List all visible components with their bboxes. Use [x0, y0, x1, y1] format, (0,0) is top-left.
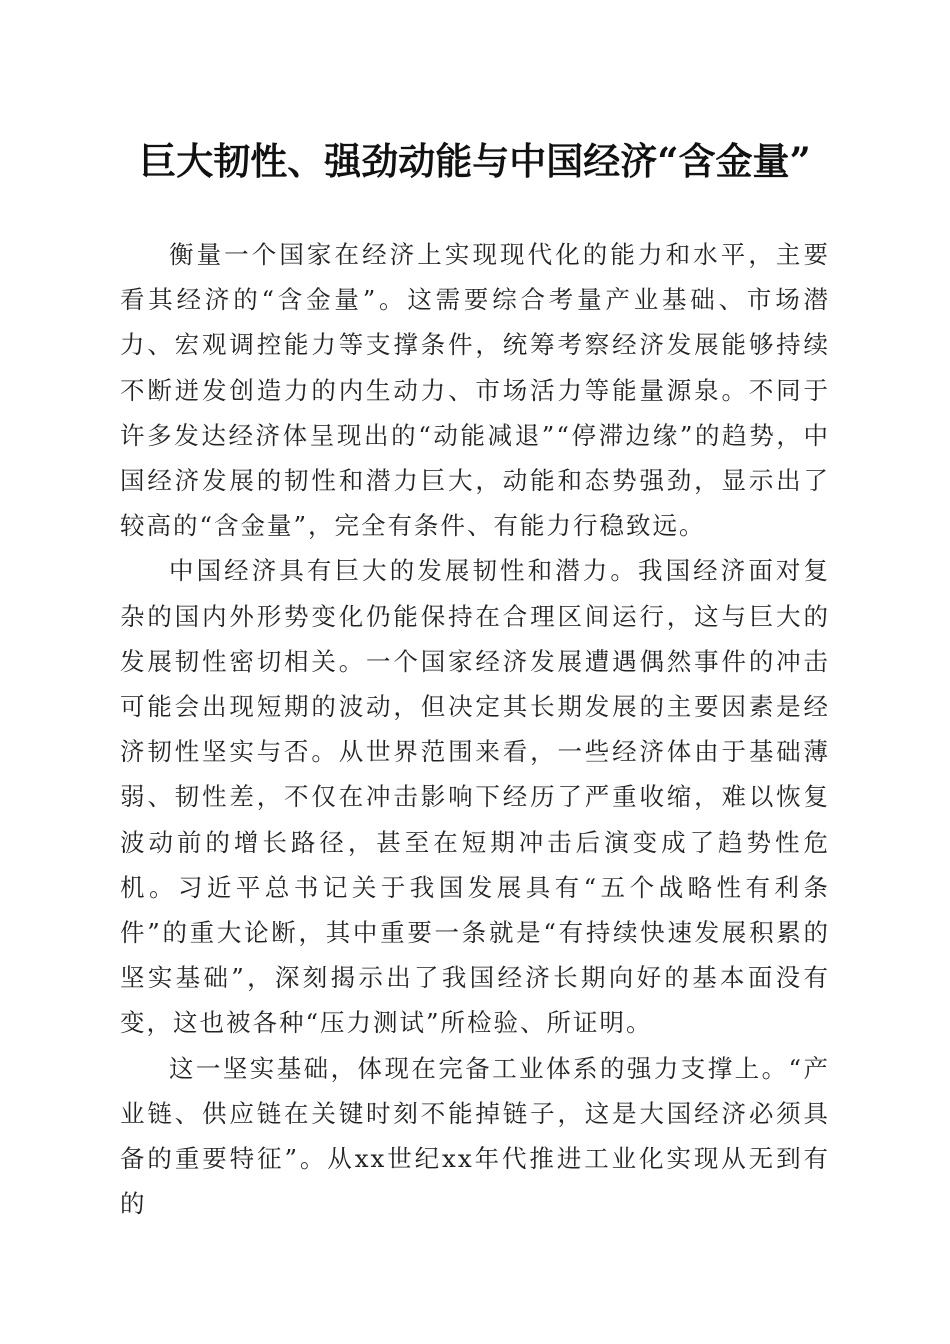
- paragraph-3: 这一坚实基础，体现在完备工业体系的强力支撑上。“产业链、供应链在关键时刻不能掉链子，这是大国经济必须具备的重要特征”。从xx世纪xx年代推进工业化实现从无到有的: [120, 1053, 830, 1219]
- document-body: [120, 232, 830, 1226]
- paragraph-2: 中国经济具有巨大的发展韧性和潜力。我国经济面对复杂的国内外形势变化仍能保持在合理区间运行，这与巨大的发展韧性密切相关。一个国家经济发展遭遇偶然事件的冲击可能会出现短期的波动，但决定其长期发展的主要因素是经济韧性坚实与否。从世界范围来看，一些经济体由于基础薄弱、韧性差，不仅在冲击影响下经历了严重收缩，难以恢复波动前的增长路径，甚至在短期冲击后演变成了趋势性危机。习近平总书记关于我国发展具有“五个战略性有利条件”的重大论断，其中重要一条就是“有持续快速发展积累的坚实基础”，深刻揭示出了我国经济长期向好的基本面没有变，这也被各种“压力测试”所检验、所证明。: [120, 556, 830, 1038]
- document-title: 巨大韧性、强劲动能与中国经济“含金量”: [139, 139, 811, 183]
- paragraph-1: 衡量一个国家在经济上实现现代化的能力和水平，主要看其经济的“含金量”。这需要综合考量产业基础、市场潜力、宏观调控能力等支撑条件，统筹考察经济发展能够持续不断迸发创造力的内生动力、市场活力等能量源泉。不同于许多发达经济体呈现出的“动能减退”“停滞边缘”的趋势，中国经济发展的韧性和潜力巨大，动能和态势强劲，显示出了较高的“含金量”，完全有条件、有能力行稳致远。: [120, 240, 830, 541]
